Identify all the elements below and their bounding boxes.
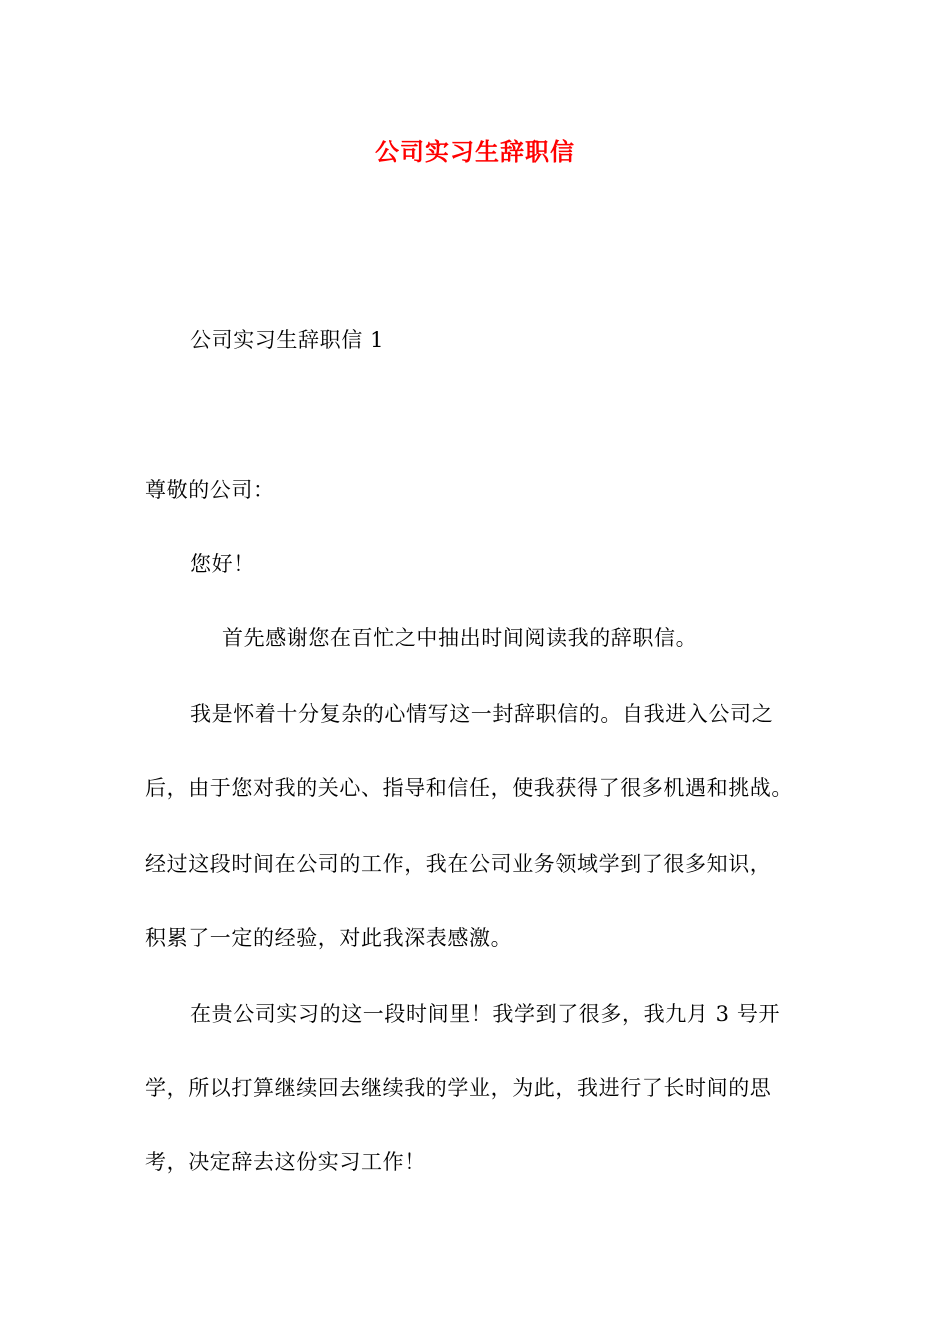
paragraph-line: 学，所以打算继续回去继续我的学业，为此，我进行了长时间的思 <box>145 1076 772 1100</box>
paragraph-line: 在贵公司实习的这一段时间里！我学到了很多，我九月 3 号开 <box>190 1002 781 1026</box>
section-heading: 公司实习生辞职信 1 <box>190 328 385 352</box>
greeting: 您好！ <box>190 552 255 576</box>
paragraph-line: 首先感谢您在百忙之中抽出时间阅读我的辞职信。 <box>222 626 698 650</box>
paragraph-line: 我是怀着十分复杂的心情写这一封辞职信的。自我进入公司之 <box>190 702 774 726</box>
paragraph-line: 经过这段时间在公司的工作，我在公司业务领域学到了很多知识， <box>145 852 772 876</box>
paragraph-line: 后，由于您对我的关心、指导和信任，使我获得了很多机遇和挑战。 <box>145 776 793 800</box>
document-title: 公司实习生辞职信 <box>375 138 575 166</box>
salutation: 尊敬的公司： <box>145 478 275 502</box>
paragraph-line: 积累了一定的经验，对此我深表感激。 <box>145 926 513 950</box>
paragraph-line: 考，决定辞去这份实习工作！ <box>145 1150 426 1174</box>
